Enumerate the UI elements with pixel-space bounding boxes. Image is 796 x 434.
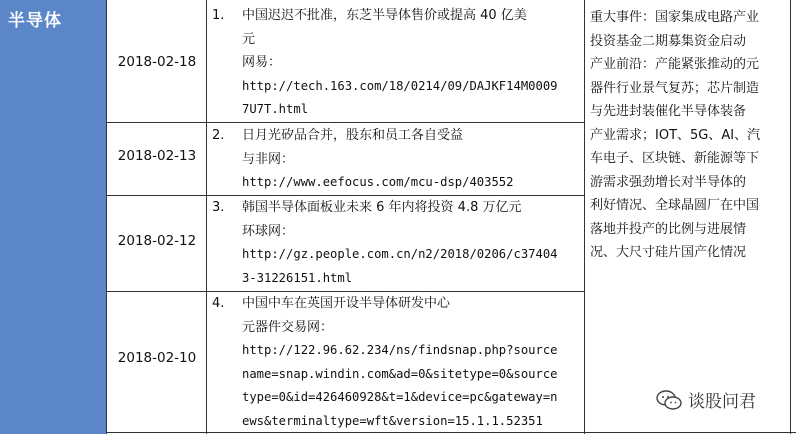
news-number: 3.: [212, 200, 225, 215]
news-source: 网易：: [242, 55, 282, 70]
news-link[interactable]: http://www.eefocus.com/mcu-dsp/403552: [242, 175, 514, 189]
summary-line: 车电子、区块链、新能源等下: [590, 151, 760, 166]
column-divider: [790, 0, 791, 434]
news-title: 日月光矽品合并，股东和员工各自受益: [242, 128, 464, 143]
summary-line: 产业前沿：产能紧张推动的元: [590, 57, 760, 72]
summary-line: 与先进封装催化半导体装备: [590, 104, 747, 119]
summary-cell: [590, 6, 788, 265]
news-source: 环球网：: [242, 223, 295, 239]
news-link-cont[interactable]: 3-31226151.html: [242, 270, 353, 285]
summary-line: 投资基金二期募集资金启动: [590, 33, 747, 49]
column-divider: [584, 0, 585, 434]
news-item: [212, 292, 582, 433]
news-link[interactable]: http://gz.people.com.cn/n2/2018/0206/c37404: [242, 247, 558, 261]
summary-line: 器件行业景气复苏；芯片制造: [590, 80, 760, 96]
news-source: 元器件交易网：: [242, 319, 334, 335]
summary-line: 产业需求；IOT、5G、AI、汽: [590, 127, 761, 143]
summary-line: 落地并投产的比例与进展情: [590, 221, 747, 237]
news-link-cont[interactable]: 7U7T.html: [242, 102, 309, 116]
news-date: 2018-02-10: [117, 350, 197, 366]
news-title: 中国迟迟不批准，东芝半导体售价或提高 40 亿美: [242, 8, 527, 23]
news-item: [212, 124, 582, 195]
news-link-cont[interactable]: type=0&id=426460928&t=1&device=pc&gateway=n: [242, 390, 558, 404]
summary-line: 利好情况、全球晶圆厂在中国: [590, 198, 760, 213]
news-number: 1.: [212, 8, 225, 23]
wechat-icon: [656, 390, 682, 410]
row-divider: [107, 122, 584, 123]
news-item: [212, 4, 582, 122]
news-date: 2018-02-13: [117, 148, 197, 164]
news-date: 2018-02-12: [117, 233, 197, 249]
news-number: 4.: [212, 296, 225, 311]
news-source: 与非网：: [242, 151, 295, 167]
summary-line: 况、大尺寸硅片国产化情况: [590, 245, 747, 260]
news-date: 2018-02-18: [117, 54, 197, 70]
category-label: 半导体: [8, 11, 62, 31]
news-item: [212, 196, 582, 290]
summary-line: 游需求强劲增长对半导体的: [590, 174, 747, 190]
summary-line: 重大事件：国家集成电路产业: [590, 10, 760, 25]
news-title: 中国中车在英国开设半导体研发中心: [242, 296, 451, 311]
news-link-cont[interactable]: ews&terminaltype=wft&version=15.1.1.52351: [242, 413, 543, 428]
news-title-cont: 元: [242, 31, 256, 47]
news-title: 韩国半导体面板业未来 6 年内将投资 4.8 万亿元: [242, 200, 522, 215]
news-link[interactable]: http://tech.163.com/18/0214/09/DAJKF14M0009: [242, 78, 558, 93]
news-link-cont[interactable]: name=snap.windin.com&ad=0&sitetype=0&source: [242, 366, 558, 381]
news-link[interactable]: http://122.96.62.234/ns/findsnap.php?source: [242, 343, 558, 357]
category-cell: [0, 0, 107, 434]
watermark: [656, 387, 756, 412]
watermark-text: 谈股问君: [688, 392, 756, 412]
news-number: 2.: [212, 128, 225, 143]
